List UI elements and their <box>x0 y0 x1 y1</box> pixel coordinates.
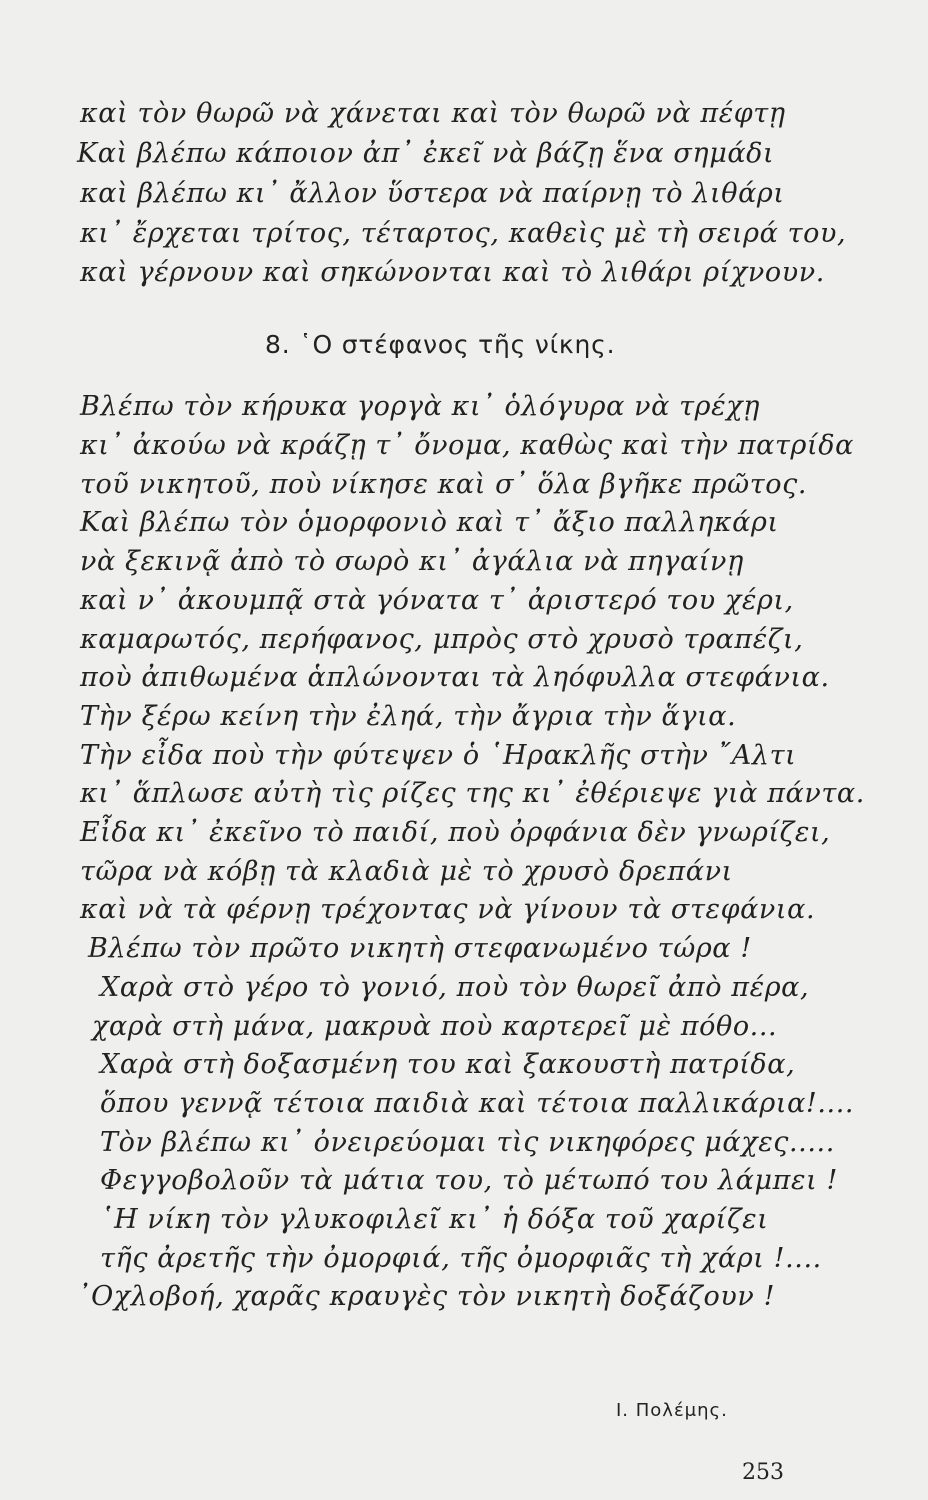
poem-line: νὰ ξεκινᾷ ἀπὸ τὸ σωρὸ κι᾽ ἀγάλια νὰ πηγαίνῃ <box>80 546 744 577</box>
poem-line: ῾Η νίκη τὸν γλυκοφιλεῖ κι᾽ ἡ δόξα τοῦ χαρίζει <box>100 1204 769 1235</box>
poem-line: κι᾽ ἔρχεται τρίτος, τέταρτος, καθεὶς μὲ τὴ σειρά του, <box>80 218 847 249</box>
poem-line: Εἶδα κι᾽ ἐκεῖνο τὸ παιδί, ποὺ ὀρφάνια δὲν γνωρίζει, <box>80 817 831 848</box>
poem-line: καὶ ν᾽ ἀκουμπᾷ στὰ γόνατα τ᾽ ἀριστερό του χέρι, <box>80 585 794 616</box>
poem-line: ποὺ ἀπιθωμένα ἁπλώνονται τὰ ληόφυλλα στεφάνια. <box>80 662 830 693</box>
author-signature: Ι. Πολέμης. <box>616 1400 728 1421</box>
poem-line: καμαρωτός, περήφανος, μπρὸς στὸ χρυσὸ τραπέζι, <box>80 624 804 655</box>
poem-line: τοῦ νικητοῦ, ποὺ νίκησε καὶ σ᾽ ὅλα βγῆκε πρῶτος. <box>80 469 808 500</box>
poem-line: Χαρὰ στὴ δοξασμένη του καὶ ξακουστὴ πατρίδα, <box>100 1049 796 1080</box>
poem-line: Καὶ βλέπω τὸν ὁμορφονιὸ καὶ τ᾽ ἄξιο παλληκάρι <box>80 507 779 538</box>
poem-line: ὅπου γεννᾷ τέτοια παιδιὰ καὶ τέτοια παλλικάρια!.... <box>100 1088 855 1119</box>
poem-line: Καὶ βλέπω κάποιον ἀπ᾽ ἐκεῖ νὰ βάζῃ ἕνα σημάδι <box>77 138 775 169</box>
poem-line: καὶ βλέπω κι᾽ ἄλλον ὕστερα νὰ παίρνῃ τὸ λιθάρι <box>80 178 785 209</box>
poem-line: Τὴν εἶδα ποὺ τὴν φύτεψεν ὁ ῾Ηρακλῆς στὴν ῎Αλτι <box>80 740 797 771</box>
poem-line: Τὴν ξέρω κείνη τὴν ἐληά, τὴν ἄγρια τὴν ἅγια. <box>80 701 737 732</box>
poem-line: τῆς ἀρετῆς τὴν ὀμορφιά, τῆς ὀμορφιᾶς τὴ χάρι !.... <box>100 1243 822 1274</box>
poem-line: Χαρὰ στὸ γέρο τὸ γονιό, ποὺ τὸν θωρεῖ ἀπὸ πέρα, <box>100 972 810 1003</box>
poem-line: καὶ γέρνουν καὶ σηκώνονται καὶ τὸ λιθάρι ρίχνουν. <box>80 257 825 288</box>
poem-line: ᾽Οχλοβοή, χαρᾶς κραυγὲς τὸν νικητὴ δοξάζουν ! <box>77 1281 776 1312</box>
poem-line: Φεγγοβολοῦν τὰ μάτια του, τὸ μέτωπό του λάμπει ! <box>100 1165 838 1196</box>
poem-line: τῶρα νὰ κόβῃ τὰ κλαδιὰ μὲ τὸ χρυσὸ δρεπάνι <box>80 856 733 887</box>
poem-line: κι᾽ ἅπλωσε αὐτὴ τὶς ρίζες της κι᾽ ἐθέριεψε γιὰ πάντα. <box>80 778 865 809</box>
section-heading: 8. ῾Ο στέφανος τῆς νίκης. <box>265 330 616 359</box>
poem-line: χαρὰ στὴ μάνα, μακρυὰ ποὺ καρτερεῖ μὲ πόθο... <box>92 1011 778 1042</box>
page-number: 253 <box>742 1460 784 1485</box>
poem-line: Βλέπω τὸν πρῶτο νικητὴ στεφανωμένο τώρα ! <box>88 933 752 964</box>
poem-line: καὶ τὸν θωρῶ νὰ χάνεται καὶ τὸν θωρῶ νὰ πέφτῃ <box>80 98 786 129</box>
poem-line: καὶ νὰ τὰ φέρνῃ τρέχοντας νὰ γίνουν τὰ στεφάνια. <box>80 894 816 925</box>
poem-line: Τὸν βλέπω κι᾽ ὀνειρεύομαι τὶς νικηφόρες μάχες..... <box>100 1127 835 1158</box>
poem-line: Βλέπω τὸν κήρυκα γοργὰ κι᾽ ὁλόγυρα νὰ τρέχῃ <box>80 391 760 422</box>
poem-line: κι᾽ ἀκούω νὰ κράζῃ τ᾽ ὄνομα, καθὼς καὶ τὴν πατρίδα <box>80 430 854 461</box>
